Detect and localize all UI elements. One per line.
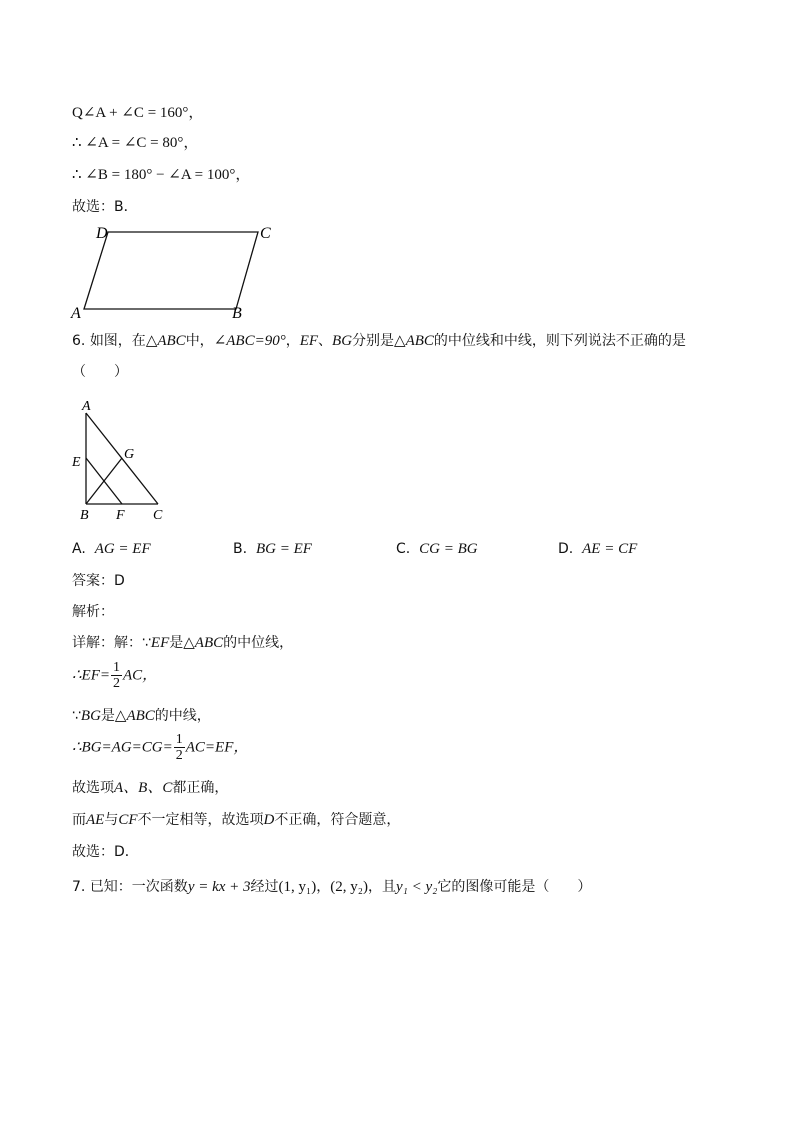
option-expr: AG = EF xyxy=(94,541,151,557)
option-letter: D. xyxy=(558,541,574,557)
q7-text: 它的图像可能是（ ） xyxy=(437,879,592,895)
detail-bg: BG xyxy=(80,708,101,724)
q6-text: 、 xyxy=(318,333,333,349)
fraction-denominator: 2 xyxy=(113,676,120,691)
detail-text: 都正确， xyxy=(172,780,229,796)
detail-line-2 xyxy=(72,660,157,691)
q7-text: ，且 xyxy=(368,879,396,895)
fraction-numerator: 1 xyxy=(113,660,120,675)
parallelogram-figure xyxy=(66,220,286,322)
detail-text: 的中位线， xyxy=(223,635,294,651)
q7-function: y = kx + 3 xyxy=(187,879,251,895)
detail-triangle: △ABC xyxy=(183,635,224,651)
detail-line-4 xyxy=(72,732,248,763)
q6-text: 如图，在 xyxy=(89,333,146,349)
fraction-one-half xyxy=(111,660,122,691)
fraction-denominator: 2 xyxy=(175,748,183,763)
q6-answer: 答案：D xyxy=(72,573,125,589)
q6-text: 中， xyxy=(185,333,214,349)
detail-line-6 xyxy=(72,811,400,829)
detail-triangle: △ABC xyxy=(114,708,155,724)
fraction-numerator: 1 xyxy=(175,732,183,747)
detail-text: ∵ xyxy=(72,708,81,724)
detail-line-1 xyxy=(72,634,293,652)
detail-letters: A、B、C xyxy=(114,780,173,796)
option-expr: CG = BG xyxy=(419,541,478,557)
parallelogram-shape xyxy=(84,232,258,309)
detail-text: 的中线， xyxy=(154,708,211,724)
q6-angle: ∠ABC=90° xyxy=(213,333,286,349)
solution-answer: 故选：B． xyxy=(72,199,138,215)
detail-text: 是 xyxy=(169,635,184,651)
q6-triangle: △ABC xyxy=(145,333,186,349)
option-d[interactable] xyxy=(558,540,637,558)
option-letter: B. xyxy=(233,541,248,557)
fraction-one-half xyxy=(174,732,185,763)
q6-paren: （ ） xyxy=(72,364,128,380)
q6-number: 6. xyxy=(72,333,86,349)
q6-stem xyxy=(72,332,686,350)
label-C: C xyxy=(153,508,163,523)
label-E: E xyxy=(72,455,81,470)
detail-line-5 xyxy=(72,779,228,797)
q7-inequality: y₁ < y₂ xyxy=(396,879,438,895)
detail-ae: AE xyxy=(86,812,105,828)
option-letter: C. xyxy=(396,541,411,557)
detail-cf: CF xyxy=(118,812,138,828)
q7-point-2: (2, y₂) xyxy=(330,879,368,895)
detail-option-d: D xyxy=(263,812,275,828)
label-A: A xyxy=(82,399,91,414)
option-a[interactable] xyxy=(72,540,151,558)
solution-line-3 xyxy=(72,166,250,184)
option-expr: AE = CF xyxy=(582,541,638,557)
q7-number: 7. xyxy=(72,879,86,895)
solution-line-1 xyxy=(72,104,203,122)
q7-text: ， xyxy=(316,879,331,895)
detail-text: 不正确，符合题意， xyxy=(274,812,401,828)
detail-text: 而 xyxy=(72,812,86,828)
label-B: B xyxy=(80,508,89,523)
label-F: F xyxy=(116,508,125,523)
option-letter: A. xyxy=(72,541,86,557)
q6-ef: EF xyxy=(299,333,319,349)
q7-text: 已知：一次函数 xyxy=(89,879,188,895)
detail-math: ∴EF= xyxy=(72,667,110,684)
option-b[interactable] xyxy=(233,540,312,558)
option-c[interactable] xyxy=(396,540,478,558)
label-C: C xyxy=(260,225,271,242)
q6-analysis-label: 解析： xyxy=(72,604,114,620)
q7-point-1: (1, y₁) xyxy=(278,879,317,895)
detail-text: 故选项 xyxy=(72,780,114,796)
detail-math: AC=EF， xyxy=(185,739,249,756)
detail-math: AC， xyxy=(123,667,158,684)
q6-text: 分别是 xyxy=(352,333,395,349)
q6-text: 的中位线和中线，则下列说法不正确的是 xyxy=(433,333,686,349)
q6-final-answer: 故选：D． xyxy=(72,844,139,860)
option-expr: BG = EF xyxy=(255,541,312,557)
detail-text: 与 xyxy=(104,812,119,828)
q7-stem xyxy=(72,878,591,896)
solution-line-2 xyxy=(72,134,198,152)
label-B: B xyxy=(232,305,242,322)
label-D: D xyxy=(96,225,108,242)
q6-text: ， xyxy=(285,333,300,349)
label-G: G xyxy=(124,447,135,462)
math-expr: Q∠A + ∠C = 160°， xyxy=(72,105,204,121)
detail-text: 详解：解：∵ xyxy=(72,635,151,651)
q7-text: 经过 xyxy=(250,879,279,895)
detail-ef: EF xyxy=(150,635,170,651)
detail-line-3 xyxy=(72,707,211,725)
detail-text: 不一定相等，故选项 xyxy=(137,812,264,828)
q6-bg: BG xyxy=(332,333,353,349)
triangle-figure xyxy=(66,396,176,524)
math-expr: ∴ ∠B = 180° − ∠A = 100°， xyxy=(72,167,251,183)
q6-triangle: △ABC xyxy=(394,333,434,349)
label-A: A xyxy=(71,305,81,322)
detail-text: 是 xyxy=(100,708,115,724)
math-expr: ∴ ∠A = ∠C = 80°， xyxy=(72,135,199,151)
detail-math: ∴BG=AG=CG= xyxy=(72,739,173,756)
